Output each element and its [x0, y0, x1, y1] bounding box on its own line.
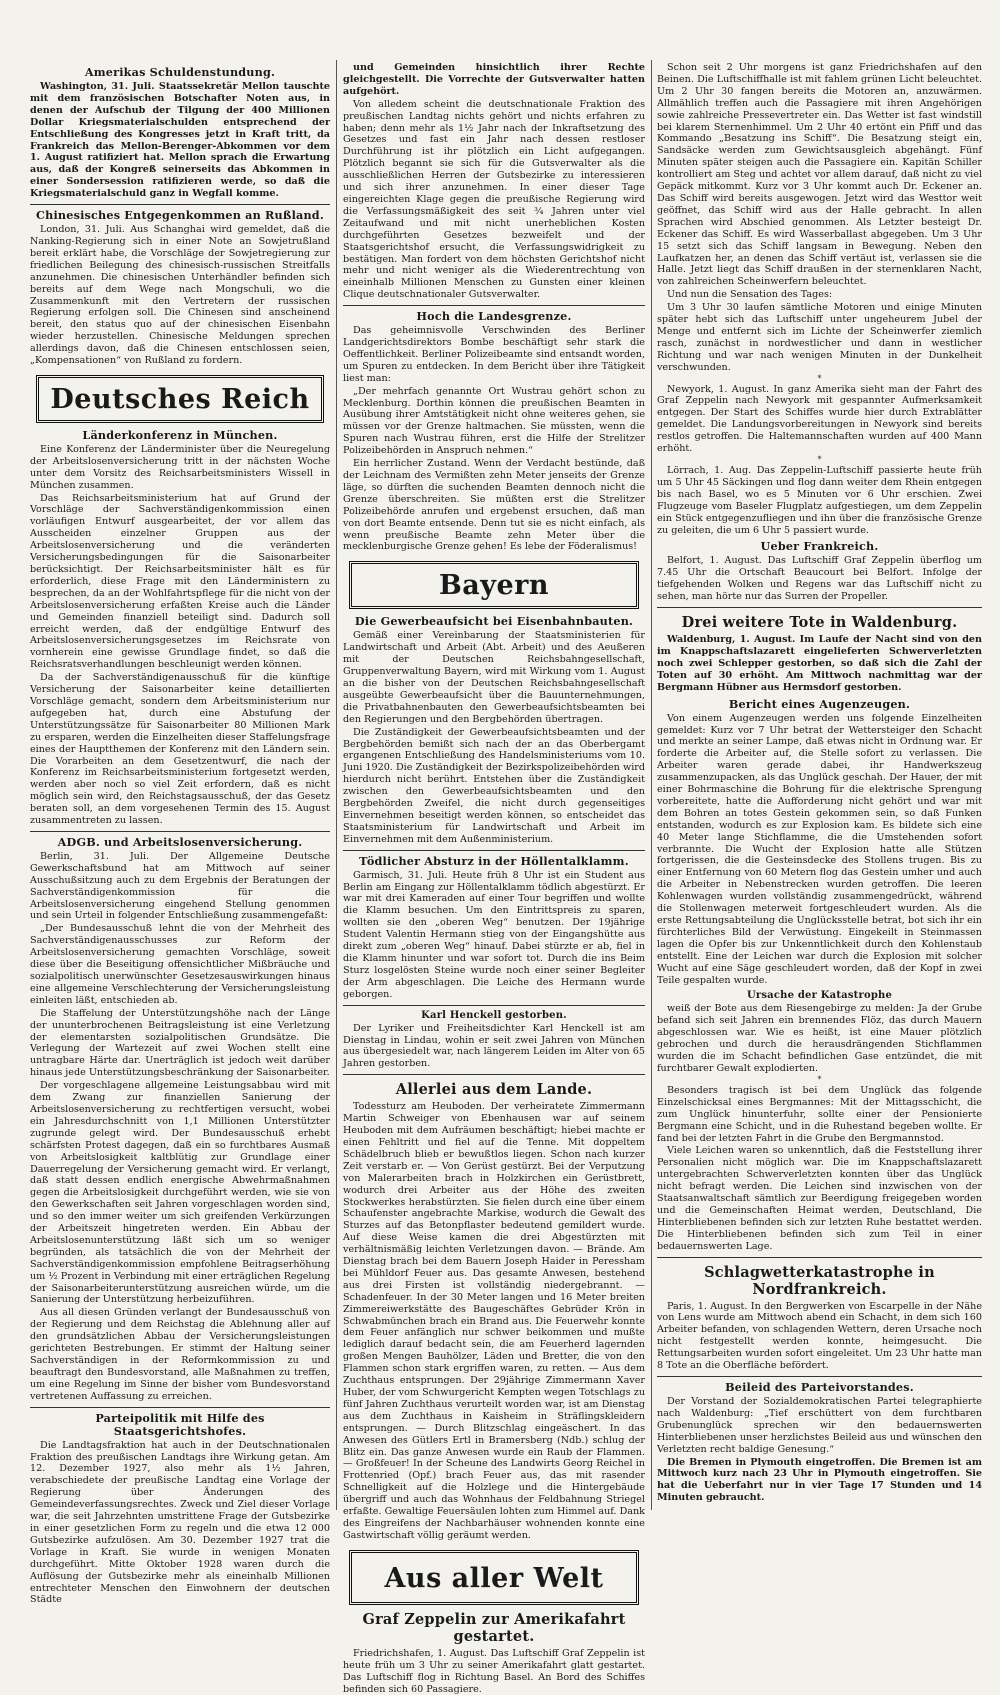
section-box-reich: Deutsches Reich	[36, 375, 324, 423]
headline-partei: Parteipolitik mit Hilfe des Staatsgerichtshofes.	[95, 1410, 265, 1438]
headline-schulden: Amerikas Schuldenstundung.	[84, 65, 276, 79]
headline-beileid: Beileid des Parteivorstandes.	[725, 1380, 914, 1394]
headline-china: Chinesisches Entgegenkommen an Rußland.	[36, 208, 324, 223]
divider	[657, 1257, 982, 1258]
divider	[30, 204, 330, 205]
column-rule	[651, 60, 652, 1510]
article-laender-1: Eine Konferenz der Länderminister über die Neuregelung der Arbeitslosenversicherung tritt in der nächsten Woche unter dem Vorsitz des Reichsarbeitsministers Wissell in München zusammen.	[30, 443, 330, 491]
column-2	[343, 62, 645, 1695]
article-cont: und Gemeinden hinsichtlich ihrer Rechte gleichgestellt. Die Vorrechte der Gutsverwalter hatten aufgehört.	[343, 62, 645, 97]
headline-laender: Länderkonferenz in München.	[82, 427, 278, 442]
article-tote: Waldenburg, 1. August. Im Laufe der Nacht sind von den im Knappschaftslazarett eingelieferten Schwerverletzten noch zwei Schlepper gestorben, so daß sich die Zahl der Toten auf 30 erhöht. Am Mittwoch nachmittag war der Bergmann Hübner aus Hermsdorf gestorben.	[657, 634, 982, 693]
column-1	[30, 62, 330, 1606]
article-schlagwetter: Paris, 1. August. In den Bergwerken von Escarpelle in der Nähe von Lens wurde am Mittwoch abend ein Schacht, in dem sich 160 Arbeiter befanden, von schlagenden Wettern, deren Ursache noch nicht festgestellt werden konnte, heimgesucht. Die Rettungsarbeiten wurden sofort eingeleitet. Um 23 Uhr hatte man 8 Tote an die Oberfläche befördert.	[657, 1300, 982, 1372]
article-loerrach: Lörrach, 1. Aug. Das Zeppelin-Luftschiff passierte heute früh um 5 Uhr 45 Säckingen und flog dann weiter dem Rhein entgegen bis nach Basel, wo es 5 Minuten vor 6 Uhr erschien. Zwei Flugzeuge vom Baseler Flugplatz aufgestiegen, um dem Zeppelin ein Stück entgegenzufliegen und ihn über die französische Grenze zu geleiten, die um 6 Uhr 5 passiert wurde.	[657, 465, 982, 536]
divider	[343, 1005, 645, 1006]
headline-grenze: Hoch die Landesgrenze.	[416, 309, 572, 324]
divider	[657, 607, 982, 608]
headline-frankreich: Ueber Frankreich.	[760, 539, 879, 554]
divider	[657, 1376, 982, 1377]
divider	[343, 850, 645, 851]
article-adgb-5: Aus all diesen Gründen verlangt der Bundesausschuß von der Regierung und dem Reichstag die Ablehnung aller auf den grundsätzlichen Abbau der Versicherungsleistungen gerichteten Bestrebungen. Er stimmt der Haltung seiner Sachverständigen in der Reformkommission zu und beauftragt den Bundesvorstand, alle Maßnahmen zu treffen, um eine Regelung im Sinne der bisher vom Bundesvorstand vertretenen Auffassung zu erreichen.	[30, 1307, 330, 1402]
separator-star: *	[817, 455, 822, 464]
headline-bericht: Bericht eines Augenzeugen.	[728, 696, 911, 711]
article-absturz: Garmisch, 31. Juli. Heute früh 8 Uhr ist ein Student aus Berlin am Eingang zur Höllentalklamm tödlich abgestürzt. Er war mit drei Kameraden auf einer Tour begriffen und wollte die Klamm besuchen. Um den Eintrittspreis zu sparen, wollten sie den „oberen Weg“ benutzen. Der 19jährige Student Valentin Hermann stieg von der Eingangshütte aus direkt zum „oberen Weg“ hinauf. Dabei stürzte er ab, fiel in die Klamm hinunter und war sofort tot. Durch die ins Beim Sturz losgelösten Steine wurde noch einer seiner Begleiter der Arm abgeschlagen. Die Leiche des Hermann wurde geborgen.	[343, 869, 645, 1000]
headline-zeppelin: Graf Zeppelin zur Amerikafahrt gestartet.	[362, 1610, 626, 1645]
article-zeppelin-cont-3: Um 3 Uhr 30 laufen sämtliche Motoren und einige Minuten später hebt sich das Luftschiff unter ungeheurem Jubel der Menge und entfernt sich im Lichte der Scheinwerfer ziemlich rasch, zunächst in nordwestlicher und dann in westlicher Richtung und war nach wenigen Minuten in der Dunkelheit verschwunden.	[657, 302, 982, 373]
article-adgb-2: „Der Bundesausschuß lehnt die von der Mehrheit des Sachverständigenausschusses zur Reform der Arbeitslosenversicherung gemachten Vorschläge, soweit diese über die Beseitigung offensichtlicher Mißbräuche und sozialpolitisch unerwünschter Gesetzesauswirkungen hinaus eine allgemeine Verschlechterung der Versicherungsleistung einleiten läßt, entschieden ab.	[30, 923, 330, 1006]
article-grenze-2: „Der mehrfach genannte Ort Wustrau gehört schon zu Mecklenburg. Dorthin können die preußischen Beamten in Ausübung ihrer Amtstätigkeit nicht ohne weiteres gehen, sie müssen vor der Grenze haltmachen. Sie müssten, wenn die Spuren nach Wustrau führen, erst die Hilfe der Strelitzer Polizeibehörden in Anspruch nehmen.“	[343, 385, 645, 457]
article-gewerbe-1: Gemäß einer Vereinbarung der Staatsministerien für Landwirtschaft und Arbeit (Abt. Arbeit) und des Aeußeren mit der Deutschen Reichsbahngesellschaft, Gruppenverwaltung Bayern, wird mit Wirkung vom 1. August an die bisher von der Deutschen Reichsbahngesellschaft ausgeübte Gewerbeaufsicht über die Bauunternehmungen, die Privatbahnenbauten den Gewerbeaufsichtsbeamten bei den Regierungen und den Bergbehörden übertragen.	[343, 630, 645, 725]
article-gewerbe-2: Die Zuständigkeit der Gewerbeaufsichtsbeamten und der Bergbehörden bemißt sich nach der an das Oberbergamt ergangenen Entschließung des Handelsministeriums vom 10. Juni 1920. Die Zuständigkeit der Bezirkspolizeibehörden wird hierdurch nicht berührt. Entstehen über die Zuständigkeit zwischen den Gewerbeaufsichtsbeamten und den Bergbehörden Zweifel, die nicht durch gegenseitiges Einvernehmen beseitigt werden können, so entscheidet das Staatsministerium für Landwirtschaft und Arbeit im Einvernehmen mit dem Außenministerium.	[343, 726, 645, 845]
headline-gewerbe: Die Gewerbeaufsicht bei Eisenbahnbauten.	[354, 614, 634, 629]
section-box-bayern: Bayern	[349, 561, 639, 609]
article-bericht: Von einem Augenzeugen werden uns folgende Einzelheiten gemeldet: Kurz vor 7 Uhr betrat der Wettersteiger den Schacht und merkte an seiner Lampe, daß etwas nicht in Ordnung war. Er forderte die Arbeiter auf, die Stelle sofort zu verlassen. Die Arbeiter waren gerade dabei, ihr Handwerkszeug zusammenzupacken, als das Unglück geschah. Der Hauer, der mit einer Bohrmaschine die Bohrung für die elektrische Sprengung vorbereitete, hatte die Aufforderung nicht gehört und war mit dem Bohren an totes Gestein gekommen sein, so daß Funken entstanden, wodurch es zur Explosion kam. Es bildete sich eine 40 Meter lange Stichflamme, die die Umstehenden sofort verbrannte. Die Wucht der Explosion hatte alle Stützen fortgerissen, die die Gesteinsdecke des Stollens trugen. Bis zu einer Entfernung von 60 Metern flog das Gestein umher und auch die Arbeiter in Nebenstrecken wurden getroffen. Die leeren Kohlenwagen wurden vollständig zusammengedrückt, während die Stollenwagen meterweit fortgeschleudert wurden. Als die erste Rettungsabteilung die Unglücksstelle betrat, bot sich ihr ein fürchterliches Bild der Verwüstung. Eingekeilt in Steinmassen lagen die Opfer bis zur Unkenntlichkeit durch den Kohlenstaub entstellt. Eine der Leichen war durch die Explosion mit solcher Wucht auf eine Säge geschleudert worden, daß der Kopf in zwei Teile gespalten wurde.	[657, 712, 982, 986]
article-lande: Todessturz am Heuboden. Der verheiratete Zimmermann Martin Schweiger von Ebenhausen war auf seinem Heuboden mit dem Aufräumen beschäftigt; hiebei machte er einen Fehltritt und fiel auf die Tenne. Mit doppeltem Schädelbruch blieb er bewußtlos liegen. Schon nach kurzer Zeit verstarb er. — Von Gerüst gestürzt. Bei der Verputzung von Malerarbeiten brach in Holzkirchen ein Gerüstbrett, wodurch drei Arbeiter aus der Höhe des zweiten Stockwerkes herabstürzten. Sie fielen durch eine über einem Schaufenster angebrachte Markise, wodurch die Gewalt des Sturzes auf das Betonpflaster bedeutend gemildert wurde. Auf diese Weise kamen die drei Abgestürzten mit verhältnismäßig leichten Verletzungen davon. — Brände. Am Dienstag brach bei dem Bauern Joseph Haider in Peressham bei Mühldorf Feuer aus. Das gesamte Anwesen, bestehend aus drei Firsten ist vollständig niedergebrannt. — Schadenfeuer. In der 30 Meter langen und 16 Meter breiten Zimmereiwerkstätte des Baugeschäftes Gebrüder Krön in Schwabmünchen brach ein Brand aus. Die Feuerwehr konnte dem Feuer anfänglich nur schwer beikommen und mußte lediglich darauf bedacht sein, die am Feuerherd lagernden großen Mengen Bauhölzer, Läden und Bretter, die von den Flammen schon stark ergriffen waren, zu retten. — Aus dem Zuchthaus entsprungen. Der 29jährige Zimmermann Xaver Huber, der vom Schwurgericht Kempten wegen Totschlags zu fünf Jahren Zuchthaus verurteilt worden war, ist am Dienstag aus dem Zuchthaus in Kaisheim in Sträflingskleidern entsprungen. — Durch Blitzschlag eingeäschert. In das Anwesen des Gütlers Ertl in Bramersberg (Ndb.) schlug der Blitz ein. Das ganze Anwesen wurde ein Raub der Flammen. — Großfeuer! In der Scheune des Landwirts Georg Reichel in Frottenried (Opf.) brach Feuer aus, das mit rasender Schnelligkeit auf die Holzlege und die Hintergebäude übergriff und auch das Wohnhaus der Feldbahnung Striegel erfaßte. Gewaltige Feuersäulen lohten zum Himmel auf. Dank des Eingreifens der Nachbarhäuser wohnenden konnte eine Gastwirtschaft völlig geräumt werden.	[343, 1101, 645, 1541]
article-laender-2: Das Reichsarbeitsministerium hat auf Grund der Vorschläge der Sachverständigenkommission einen vorläufigen Entwurf ausgearbeitet, der vor allem das Ausscheiden einzelner Gruppen aus der Arbeitslosenversicherung und die veränderten Versicherungsbedingungen für die Saisonarbeiter berücksichtigt. Der Reichsarbeitsminister hält es für erforderlich, diese Frage mit den Länderministern zu besprechen, da an der Wohlfahrtspflege für die nicht von der Arbeitslosenversicherung erfaßten Kreise auch die Länder und Gemeinden finanziell beteiligt sind. Dadurch soll erreicht werden, daß der endgültige Entwurf des Arbeitslosenversicherungsgesetzes im Reichsrate von vornherein eine gewisse Grundlage findet, so daß die Reichsratsverhandlungen beschleunigt werden können.	[30, 492, 330, 671]
divider	[30, 1407, 330, 1408]
article-partei: Die Landtagsfraktion hat auch in der Deutschnationalen Fraktion des preußischen Landtags ihre Wirkung getan. Am 12. Dezember 1927, also mehr als 1½ Jahren, verabschiedete der preußische Landtag eine Vorlage der Regierung über Änderungen des Gemeindeverfassungsrechtes. Zweck und Ziel dieser Vorlage war, die seit Jahrzehnten umstrittene Frage der Gutsbezirke in einer gesetzlichen Form zu regeln und die etwa 12 000 Gutsbezirke aufzulösen. Am 30. Dezember 1927 trat die Vorlage in Kraft. Sie wurde in wenigen Monaten durchgeführt. Mitte Oktober 1928 waren durch die Auflösung der Gutsbezirke mehr als eineinhalb Millionen entrechteter Menschen den Einwohnern der deutschen Städte	[30, 1439, 330, 1606]
article-zeppelin-cont-1: Schon seit 2 Uhr morgens ist ganz Friedrichshafen auf den Beinen. Die Luftschiffhalle ist mit fahlem grünen Licht beleuchtet. Um 2 Uhr 30 fangen bereits die Motoren an, anzuwärmen. Allmählich treffen auch die Passagiere mit ihren Angehörigen sowie zahlreiche Pressevertreter ein. Das Wetter ist fast windstill bei klarem Sternenhimmel. Um 2 Uhr 40 ertönt ein Pfiff und das Kommando „Besatzung ins Schiff“. Die Besatzung steigt ein, Sandsäcke werden zum Gewichtsausgleich abgehängt. Fünf Minuten später steigen auch die Passagiere ein. Kapitän Schiller kontrolliert am Steg und achtet vor allem darauf, daß nicht zu viel Gepäck mitkommt. Kurz vor 3 Uhr kommt auch Dr. Eckener an. Das Schiff wird bereits ausgewogen. Jetzt wird das Westtor weit geöffnet, das Schiff wird aus der Halle gebracht. In allen Sprachen wird Abschied genommen. Als Letzter besteigt Dr. Eckener das Schiff. Es wird Wasserballast abgegeben. Um 3 Uhr 15 setzt sich das Schiff langsam in Bewegung. Neben den Laufkatzen her, an denen das Schiff vertäut ist, verlassen sie die Halle. Jetzt liegt das Schiff draußen in der sternenklaren Nacht, von zahlreichen Scheinwerfern beleuchtet.	[657, 62, 982, 288]
divider	[343, 305, 645, 306]
article-grenze-1: Das geheimnisvolle Verschwinden des Berliner Landgerichtsdirektors Bombe beschäftigt sehr stark die Oeffentlichkeit. Berliner Polizeibeamte sind entsandt worden, um Spuren zu entdecken. In dem Bericht über ihre Tätigkeit liest man:	[343, 325, 645, 384]
article-beileid: Der Vorstand der Sozialdemokratischen Partei telegraphierte nach Waldenburg: „Tief erschüttert von dem furchtbaren Grubenunglück sprechen wir den bedauernswerten Hinterbliebenen unser herzlichstes Beileid aus und wünschen den Verletzten recht baldige Genesung.“	[657, 1396, 982, 1455]
article-zeppelin: Friedrichshafen, 1. August. Das Luftschiff Graf Zeppelin ist heute früh um 3 Uhr zu seiner Amerikafahrt glatt gestartet. Das Luftschiff flog in Richtung Basel. An Bord des Schiffes befinden sich 60 Passagiere.	[343, 1647, 645, 1695]
article-einzelschicksal: Besonders tragisch ist bei dem Unglück das folgende Einzelschicksal eines Bergmannes: Mit der Mittagsschicht, die zum Unglück hinunterfuhr, sollte einer der Pensionierte Bergmann eine Schicht, und in die Ruhestand begeben wollte. Er fand bei der letzten Fahrt in die Grube den Bergmannstod.	[657, 1084, 982, 1144]
article-ursache: weiß der Bote aus dem Riesengebirge zu melden: Ja der Grube befand sich seit Jahren ein brennendes Flöz, das durch Mauern abgeschlossen war. Wie es heißt, ist eine Mauer plötzlich gebrochen und durch die herausdrängenden Stichflammen wurden die im Schacht befindlichen Gase entzündet, die mit furchtbarer Gewalt explodierten.	[657, 1003, 982, 1074]
article-bremen: Die Bremen in Plymouth eingetroffen. Die Bremen ist am Mittwoch kurz nach 23 Uhr in Plymouth eingetroffen. Sie hat die Ueberfahrt nur in vier Tage 17 Stunden und 14 Minuten gebraucht.	[657, 1456, 982, 1504]
article-adgb-3: Die Staffelung der Unterstützungshöhe nach der Länge der ununterbrochenen Beitragsleistung ist eine Verletzung der elementarsten sozialpolitischen Grundsätze. Die Verlegung der Wartezeit auf zwei Wochen stellt eine untragbare Härte dar. Unerträglich ist jedoch weit darüber hinaus jede Unterstützungsbeschränkung der Saisonarbeiter.	[30, 1007, 330, 1079]
article-frankreich: Belfort, 1. August. Das Luftschiff Graf Zeppelin überflog um 7.45 Uhr die Ortschaft Beaucourt bei Belfort. Infolge der tiefgehenden Wolken und Regens war das Luftschiff nicht zu sehen, man hörte nur das Surren der Propeller.	[657, 555, 982, 603]
separator-star: *	[817, 373, 822, 383]
article-grenze-3: Ein herrlicher Zustand. Wenn der Verdacht bestünde, daß der Leichnam des Vermißten zehn Meter jenseits der Grenze läge, so dürften die suchenden Beamten dennoch nicht die Grenze überschreiten. Sie müßten erst die Strelitzer Polizeibehörde anrufen und ergebenst ersuchen, daß man von dort Beamte entsende. Denn tut sie es nicht einfach, als wenn preußische Beamte zehn Meter über die mecklenburgische Grenze gehen! Es lebe der Föderalismus!	[343, 458, 645, 553]
column-rule	[336, 60, 337, 1510]
article-laender-3: Da der Sachverständigenausschuß für die künftige Versicherung der Saisonarbeiter keine detaillierten Vorschläge gemacht, sondern dem Arbeitsministerium nur aufgegeben hat, durch eine Abstufung der Unterstützungssätze für Saisonarbeiter 80 Millionen Mark zu ersparen, werden die Einzelheiten dieser Staffelungsfrage eines der Hauptthemen der Konferenz mit den Ländern sein. Die Vorarbeiten an dem Gesetzentwurf, die nach der Konferenz im Reichsarbeitsministerium fortgesetzt werden, werden aber noch so viel Zeit erfordern, daß es nicht möglich sein wird, den Reichstagsausschuß, der das Gesetz beraten soll, an dem vorgesehenen Termin des 15. August zusammentreten zu lassen.	[30, 672, 330, 827]
headline-henckell: Karl Henckell gestorben.	[421, 1009, 567, 1021]
headline-adgb: ADGB. und Arbeitslosenversicherung.	[57, 834, 303, 849]
article-china: London, 31. Juli. Aus Schanghai wird gemeldet, daß die Nanking-Regierung sich in einer Note an Sowjetrußland bereit erklärt habe, die Vorschläge der Sowjetregierung zur friedlichen Beilegung des chinesisch-russischen Streitfalls anzunehmen. Die chinesischen Unterhändler befinden sich bereits auf dem Wege nach Mongschuli, wo die Zusammenkunft mit den Vertretern der russischen Regierung erfolgen soll. Die Chinesen sind anscheinend bereit, den status quo auf der chinesischen Eisenbahn wieder herzustellen. Chinesische Meldungen sprechen allerdings davon, daß die Chinesen entschlossen seien, „Kompensationen“ von Rußland zu fordern.	[30, 224, 330, 367]
headline-tote: Drei weitere Tote in Waldenburg.	[681, 614, 958, 632]
article-henckell: Der Lyriker und Freiheitsdichter Karl Henckell ist am Dienstag in Lindau, wohin er seit zwei Jahren von München aus übergesiedelt war, nach längerem Leiden im Alter von 65 Jahren gestorben.	[343, 1022, 645, 1070]
headline-absturz: Tödlicher Absturz in der Höllentalklamm.	[359, 853, 629, 868]
separator-star: *	[817, 1074, 822, 1084]
article-zeppelin-cont-2: Und nun die Sensation des Tages:	[667, 289, 833, 301]
divider	[30, 831, 330, 832]
headline-schlagwetter: Schlagwetterkatastrophe in Nordfrankreich.	[704, 1263, 935, 1298]
article-preussen: Von alledem scheint die deutschnationale Fraktion des preußischen Landtag nichts gehört und nichts erfahren zu haben; denn mehr als 1½ Jahr nach der Inkraftsetzung des Gesetzes und fast ein Jahr nach dessen restloser Durchführung ist ihr plötzlich ein Licht aufgegangen. Plötzlich begannt sie sich für die Gutsverwalter als die ausschließlichen Herren der Gutsbezirke zu interessieren und sich ihrer anzunehmen. In einer dieser Tage eingereichten Klage gegen die preußische Regierung wird die Verfassungsmäßigkeit des seit ¾ Jahren unter viel Zeitaufwand und mit nicht unerheblichen Kosten durchgeführten Gesetzes bezweifelt und der Staatsgerichtshof ersucht, die Verfassungswidrigkeit zu bestätigen. Man fordert von dem höchsten Gerichtshof nicht mehr und nicht weniger als die Wiederentrechtung von eineinhalb Millionen Menschen zu Gunsten einer kleinen Clique deutschnationaler Gutsverwalter.	[343, 98, 645, 301]
article-schulden: Washington, 31. Juli. Staatssekretär Mellon tauschte mit dem französischen Botschafter Noten aus, in denen der Aufschub der Tilgung der 400 Millionen Dollar Kriegsmaterialschulden entsprechend der Entschließung des Kongresses jetzt in Kraft tritt, da Frankreich das Mellon-Berenger-Abkommen vor dem 1. August ratifiziert hat. Mellon sprach die Erwartung aus, daß der Kongreß seinerseits das Abkommen in einer Sondersession ratifizieren werde, so daß die Kriegsmaterialschuld ganz in Wegfall komme.	[30, 81, 330, 200]
divider	[343, 1074, 645, 1075]
headline-lande: Allerlei aus dem Lande.	[395, 1081, 593, 1099]
article-adgb-1: Berlin, 31. Juli. Der Allgemeine Deutsche Gewerkschaftsbund hat am Mittwoch auf seiner Ausschußsitzung auch zu dem Ergebnis der Beratungen der Sachverständigenkommission für die Arbeitslosenversicherung eingehend Stellung genommen und sein Urteil in folgender Entschließung zusammengefaßt:	[30, 850, 330, 922]
article-leichen: Viele Leichen waren so unkenntlich, daß die Feststellung ihrer Personalien nicht möglich war. Die im Knappschaftslazarett untergebrachten Schwerverletzten konnten über das Unglück nicht befragt werden. Die Leichen sind inzwischen von der Staatsanwaltschaft sämtlich zur Beerdigung freigegeben worden und die Gemeinschaften Heimat werden, Deutschland, Die Hinterbliebenen befinden sich zur letzten Ruhe bestattet werden. Die Hinterbliebenen befinden sich zum Teil in einer bedauernswerten Lage.	[657, 1145, 982, 1252]
headline-ursache: Ursache der Katastrophe	[746, 990, 893, 1002]
column-3	[657, 62, 982, 1508]
article-newyork: Newyork, 1. August. In ganz Amerika sieht man der Fahrt des Graf Zeppelin nach Newyork mit gespannter Aufmerksamkeit entgegen. Der Start des Schiffes wurde hier durch Extrablätter gemeldet. Die Landungsvorbereitungen in Newyork sind bereits restlos getroffen. Die Haltemannschaften wurden auf 400 Mann erhöht.	[657, 383, 982, 455]
section-box-welt: Aus aller Welt	[349, 1550, 639, 1605]
article-adgb-4: Der vorgeschlagene allgemeine Leistungsabbau wird mit dem Zwang zur finanziellen Sanierung der Arbeitslosenversicherung zu rechtfertigen versucht, wobei ein Jahresdurchschnitt von 1,1 Millionen Unterstützter zugrunde gelegt wird. Der Bundesausschuß erhebt schärfsten Protest dagegen, daß ein so furchtbares Ausmaß von Arbeitslosigkeit kaltblütig zur Grundlage einer Dauerregelung der Versicherung gemacht wird. Er verlangt, daß statt dessen endlich energische Abwehrmaßnahmen gegen die Arbeitslosigkeit durchgeführt werden, wie sie von den Gewerkschaften seit Jahren vorgeschlagen worden sind, und so den immer weiter um sich greifenden Verkürzungen der Arbeitszeit hingetreten werden. Ein Abbau der Arbeitslosenunterstützung läßt sich um so weniger begründen, als tatsächlich die von der Mehrheit der Sachverständigenkommission empfohlene Beitragserhöhung um ½ Prozent in Verbindung mit einer erträglichen Regelung der Saisonarbeiterunterstützung ausreichen würde, um die Sanierung der Unterstützung herbeizuführen.	[30, 1080, 330, 1306]
